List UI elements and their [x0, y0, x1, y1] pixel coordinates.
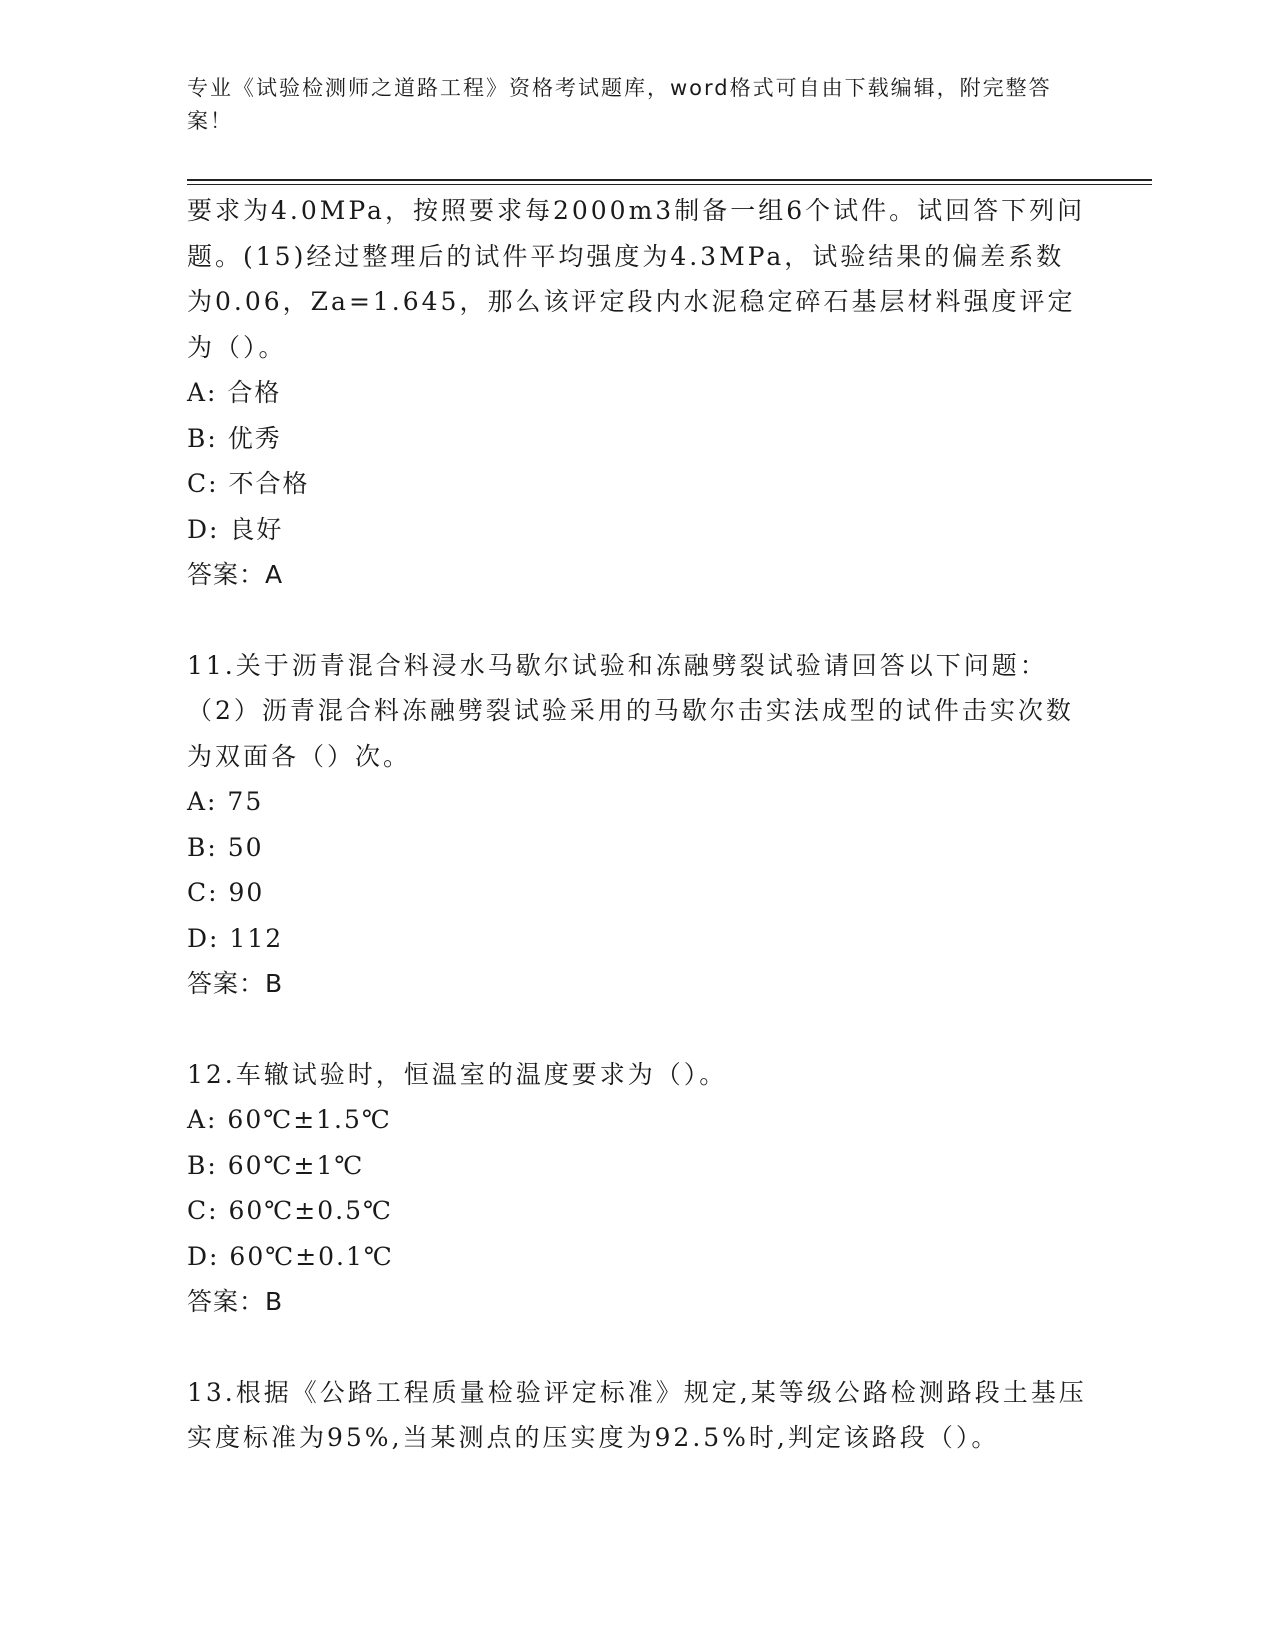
option-a: A: 合格 — [187, 378, 282, 407]
option-b: B: 50 — [187, 832, 264, 862]
question-stem: 要求为4.0MPa，按照要求每2000m3制备一组6个试件。试回答下列问题。(15)经过整理后的试件平均强度为4.3MPa，试验结果的偏差系数为0.06，Za=1.645，那么该评定段内水泥稳定碎石基层材料强度评定为（）。 — [187, 196, 1086, 362]
option-a: A: 60℃±1.5℃ — [187, 1105, 392, 1134]
question-block — [187, 1052, 1087, 1325]
question-stem: 12.车辙试验时，恒温室的温度要求为（）。 — [187, 1059, 728, 1089]
option-d: D: 60℃±0.1℃ — [187, 1241, 394, 1271]
option-c: C: 60℃±0.5℃ — [187, 1196, 393, 1225]
question-block — [187, 1370, 1087, 1461]
header-text: 专业《试验检测师之道路工程》资格考试题库，word格式可自由下载编辑，附完整答案！ — [187, 76, 1052, 133]
question-stem: 13.根据《公路工程质量检验评定标准》规定,某等级公路检测路段土基压实度标准为95%,当某测点的压实度为92.5%时,判定该路段（）。 — [187, 1377, 1087, 1452]
option-b: B: 优秀 — [187, 423, 282, 453]
question-block — [187, 643, 1087, 1007]
header-rule-thin — [187, 184, 1152, 185]
option-a: A: 75 — [187, 787, 264, 816]
option-b: B: 60℃±1℃ — [187, 1150, 365, 1180]
spacer — [187, 598, 1087, 643]
question-stem: 11.关于沥青混合料浸水马歇尔试验和冻融劈裂试验请回答以下问题：（2）沥青混合料冻融劈裂试验采用的马歇尔击实法成型的试件击实次数为双面各（）次。 — [187, 650, 1074, 771]
answer: 答案：B — [187, 969, 284, 998]
answer: 答案：A — [187, 560, 284, 589]
question-block — [187, 188, 1087, 598]
option-c: C: 不合格 — [187, 469, 310, 498]
header-rule-thick — [187, 179, 1152, 181]
question-list — [187, 188, 1087, 1461]
document-header — [187, 72, 1067, 138]
spacer — [187, 1325, 1087, 1370]
option-d: D: 良好 — [187, 514, 284, 544]
answer: 答案：B — [187, 1287, 284, 1316]
option-c: C: 90 — [187, 878, 265, 907]
spacer — [187, 1007, 1087, 1052]
option-d: D: 112 — [187, 923, 284, 953]
